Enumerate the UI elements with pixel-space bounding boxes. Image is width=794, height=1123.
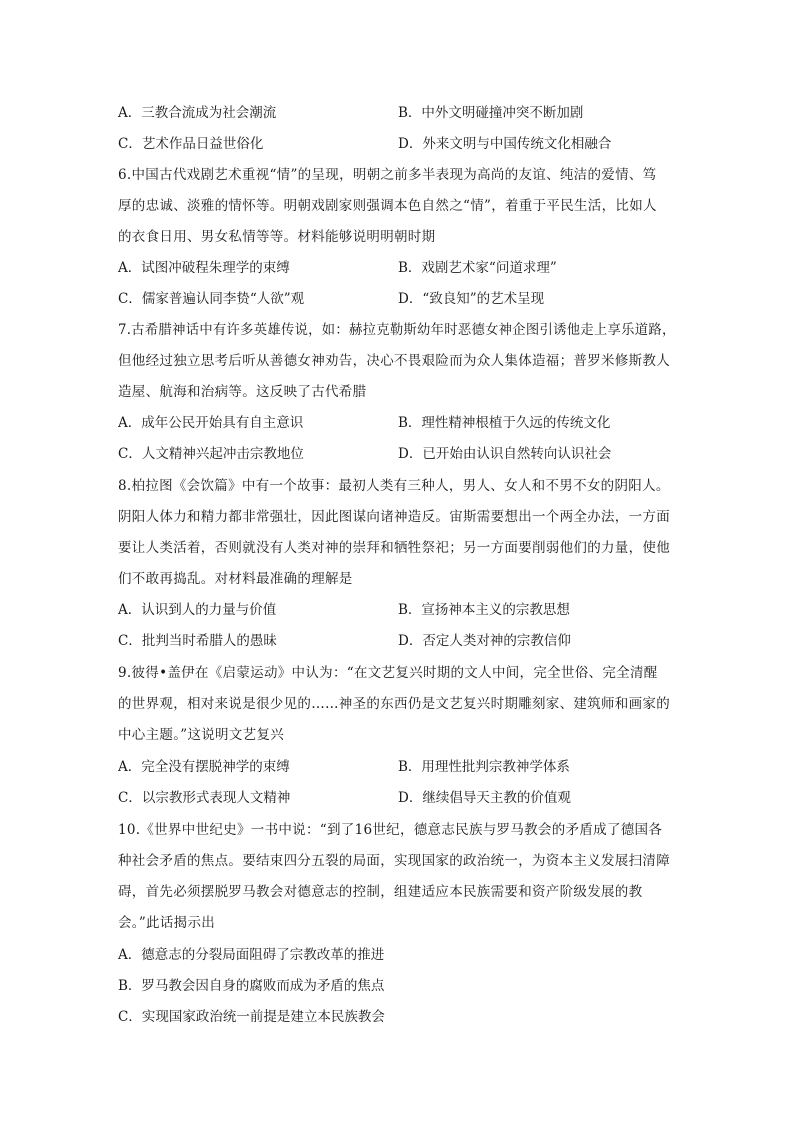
q10-stem-line-4: 会。”此话揭示出 (118, 915, 216, 931)
q7-option-b: B．理性精神根植于久远的传统文化 (398, 415, 611, 431)
q9-stem-line-3: 中心主题。”这说明文艺复兴 (118, 727, 285, 743)
q7-stem-line-2: 但他经过独立思考后听从善德女神劝告，决心不畏艰险而为众人集体造福；普罗米修斯教人 (118, 353, 670, 369)
q7-option-d: D．已开始由认识自然转向认识社会 (398, 446, 612, 462)
q5-option-d: D．外来文明与中国传统文化相融合 (398, 136, 612, 152)
q8-option-d: D．否定人类对神的宗教信仰 (398, 633, 571, 649)
q6-stem-line-1: 6.中国古代戏剧艺术重视“情”的呈现，明朝之前多半表现为高尚的友谊、纯洁的爱情、笃 (118, 167, 657, 183)
q9-option-b: B．用理性批判宗教神学体系 (398, 759, 570, 775)
q6-option-b: B．戏剧艺术家“问道求理” (398, 260, 557, 276)
q10-option-b: B．罗马教会因自身的腐败而成为矛盾的焦点 (118, 978, 385, 994)
q9-stem-line-2: 的世界观，相对来说是很少见的……神圣的东西仍是文艺复兴时期雕刻家、建筑师和画家的 (118, 696, 670, 712)
q5-option-b: B．中外文明碰撞冲突不断加剧 (398, 105, 584, 121)
q8-stem-line-3: 要让人类活着，否则就没有人类对神的崇拜和牺牲祭祀；另一方面要削弱他们的力量，使他 (118, 540, 670, 556)
q10-stem-line-1: 10.《世界中世纪史》一书中说：“到了16世纪，德意志民族与罗马教会的矛盾成了德国各 (118, 822, 663, 838)
q10-stem-line-3: 碍，首先必须摆脱罗马教会对德意志的控制，组建适应本民族需要和资产阶级发展的教 (118, 884, 643, 900)
q9-option-c: C．以宗教形式表现人文精神 (118, 790, 291, 806)
q6-option-a: A．试图冲破程朱理学的束缚 (118, 260, 290, 276)
q7-stem-line-1: 7.古希腊神话中有许多英雄传说，如：赫拉克勒斯幼年时恶德女神企图引诱他走上享乐道路， (118, 322, 676, 338)
q8-option-a: A．认识到人的力量与价值 (118, 602, 277, 618)
q8-stem-line-4: 们不敢再捣乱。对材料最准确的理解是 (118, 571, 353, 587)
q7-option-a: A．成年公民开始具有自主意识 (118, 415, 304, 431)
q8-option-b: B．宣扬神本主义的宗教思想 (398, 602, 570, 618)
q6-stem-line-3: 的衣食日用、男女私情等等。材料能够说明明朝时期 (118, 229, 436, 245)
q9-option-d: D．继续倡导天主教的价值观 (398, 790, 571, 806)
q6-option-d: D．“致良知”的艺术呈现 (398, 291, 545, 307)
q8-stem-line-1: 8.柏拉图《会饮篇》中有一个故事：最初人类有三种人，男人、女人和不男不女的阴阳人。 (118, 478, 670, 494)
q10-option-a: A．德意志的分裂局面阻碍了宗教改革的推进 (118, 947, 385, 963)
q7-option-c: C．人文精神兴起冲击宗教地位 (118, 446, 304, 462)
q8-stem-line-2: 阴阳人体力和精力都非常强壮，因此图谋向诸神造反。宙斯需要想出一个两全办法，一方面 (118, 509, 670, 525)
q6-stem-line-2: 厚的忠诚、淡雅的情怀等。明朝戏剧家则强调本色自然之“情”，着重于平民生活，比如人 (118, 198, 657, 214)
q5-option-c: C．艺术作品日益世俗化 (118, 136, 264, 152)
q10-stem-line-2: 种社会矛盾的焦点。要结束四分五裂的局面，实现国家的政治统一，为资本主义发展扫清障 (118, 853, 670, 869)
q7-stem-line-3: 造屋、航海和治病等。这反映了古代希腊 (118, 384, 367, 400)
q6-option-c: C．儒家普遍认同李贽“人欲”观 (118, 291, 305, 307)
q9-option-a: A．完全没有摆脱神学的束缚 (118, 759, 290, 775)
q10-option-c: C．实现国家政治统一前提是建立本民族教会 (118, 1009, 385, 1025)
q5-option-a: A．三教合流成为社会潮流 (118, 105, 277, 121)
q8-option-c: C．批判当时希腊人的愚昧 (118, 633, 277, 649)
q9-stem-line-1: 9.彼得•盖伊在《启蒙运动》中认为：“在文艺复兴时期的文人中间，完全世俗、完全清醒 (118, 665, 658, 681)
